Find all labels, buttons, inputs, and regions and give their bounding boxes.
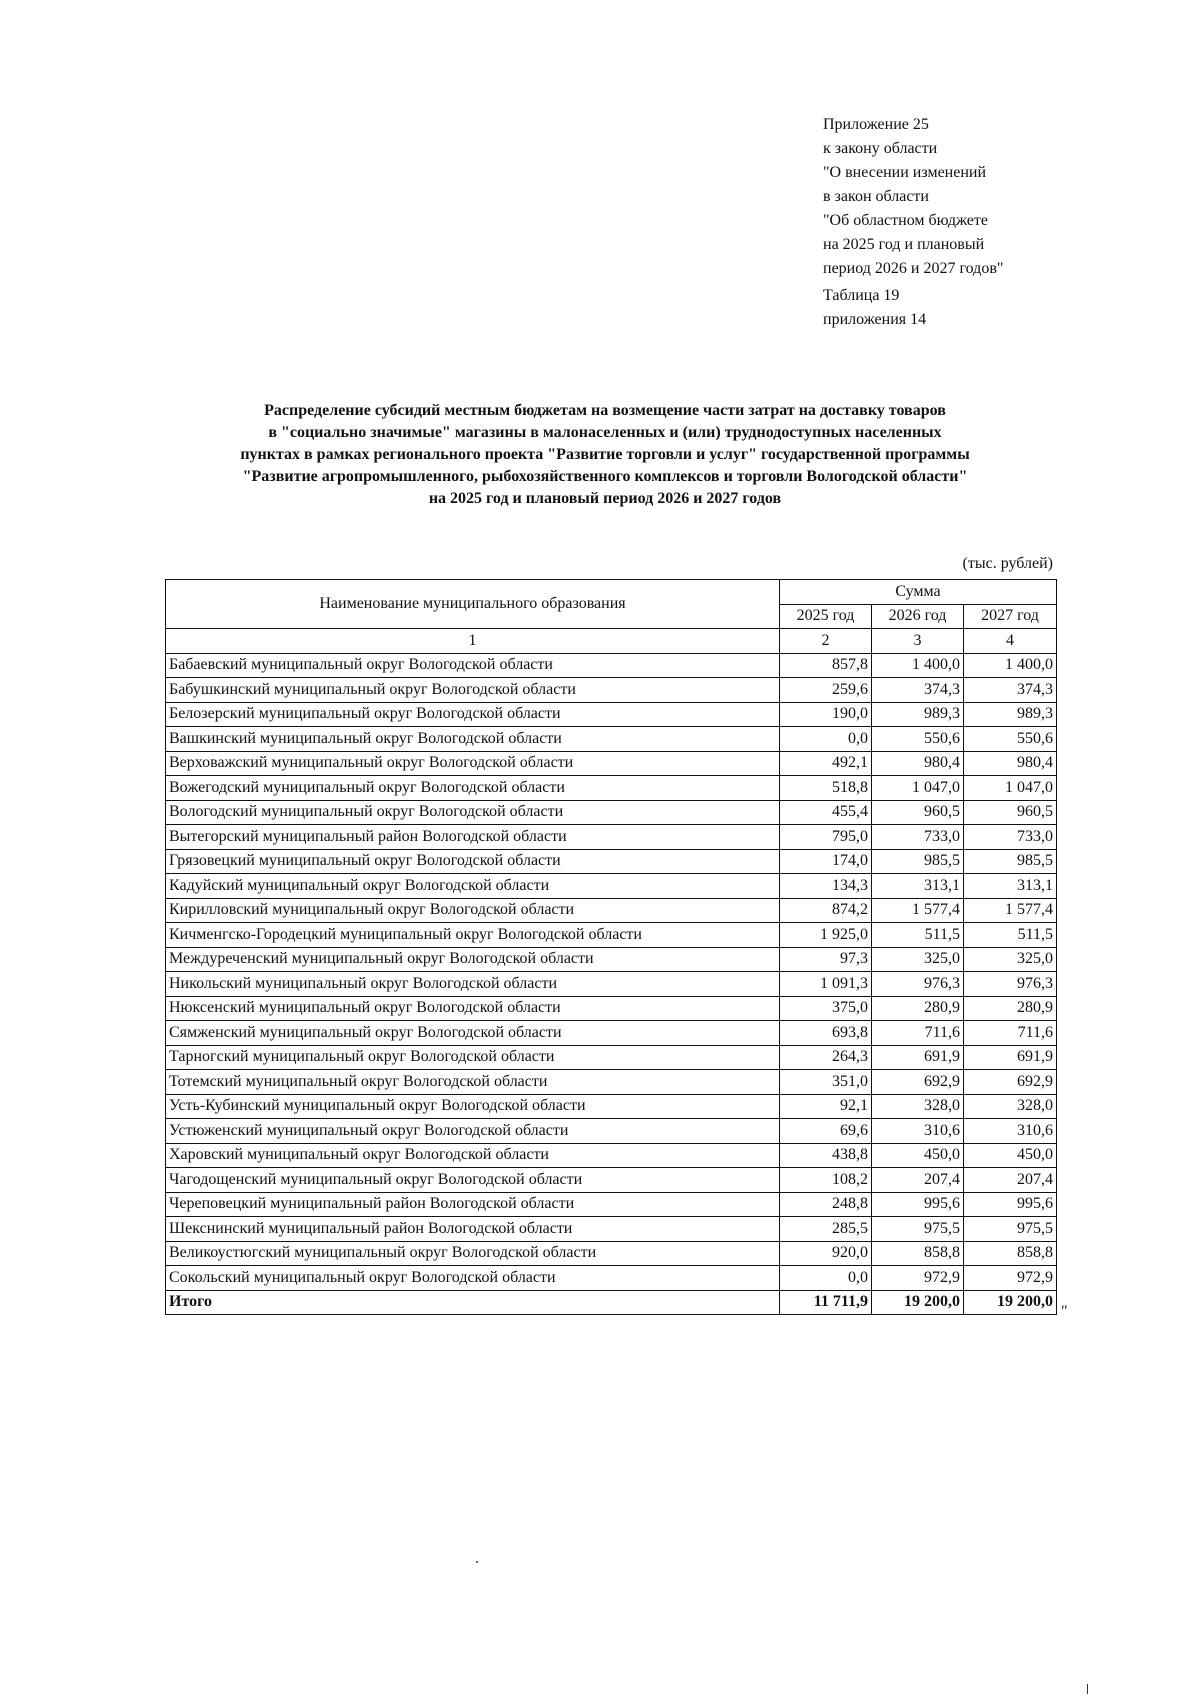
amount-2027-cell: 374,3 (964, 678, 1057, 703)
municipality-name-cell: Устюженский муниципальный округ Вологодской области (166, 1119, 780, 1144)
municipality-name-cell: Вожегодский муниципальный округ Вологодской области (166, 776, 780, 801)
amount-2025-cell: 351,0 (780, 1070, 872, 1095)
municipality-name-cell: Усть-Кубинский муниципальный округ Вологодской области (166, 1094, 780, 1119)
municipality-name-cell: Вашкинский муниципальный округ Вологодской области (166, 727, 780, 752)
amount-2026-cell: 511,5 (872, 923, 964, 948)
column-number: 2 (780, 629, 872, 654)
amount-2025-cell: 0,0 (780, 727, 872, 752)
table-row (166, 751, 1057, 776)
amount-2025-cell: 874,2 (780, 898, 872, 923)
table-row (166, 849, 1057, 874)
amount-2025-cell: 69,6 (780, 1119, 872, 1144)
amount-2026-cell: 1 047,0 (872, 776, 964, 801)
table-row (166, 825, 1057, 850)
municipality-name-cell: Шекснинский муниципальный район Вологодской области (166, 1217, 780, 1242)
municipality-name-cell: Тарногский муниципальный округ Вологодской области (166, 1045, 780, 1070)
appendix-header-line: Приложение 25 (823, 116, 929, 133)
amount-2027-cell: 1 577,4 (964, 898, 1057, 923)
appendix-header-line: "О внесении изменений (823, 164, 987, 181)
table-reference-line: приложения 14 (823, 311, 927, 328)
title-line: "Развитие агропромышленного, рыбохозяйственного комплексов и торговли Вологодской области" (242, 468, 968, 485)
municipality-name-cell: Кичменгско-Городецкий муниципальный округ Вологодской области (166, 923, 780, 948)
amount-2025-cell: 455,4 (780, 800, 872, 825)
appendix-header-line: на 2025 год и плановый (823, 236, 985, 253)
column-header-name: Наименование муниципального образования (166, 580, 780, 629)
amount-2025-cell: 190,0 (780, 702, 872, 727)
appendix-header-line: к закону области (823, 140, 938, 157)
table-row (166, 702, 1057, 727)
table-row (166, 1119, 1057, 1144)
amount-2027-cell: 960,5 (964, 800, 1057, 825)
amount-2026-cell: 985,5 (872, 849, 964, 874)
table-row (166, 996, 1057, 1021)
table-row (166, 947, 1057, 972)
table-row (166, 1266, 1057, 1291)
amount-2027-cell: 550,6 (964, 727, 1057, 752)
scan-speck (476, 1561, 478, 1563)
appendix-header-line: в закон области (823, 188, 929, 205)
amount-2027-cell: 711,6 (964, 1021, 1057, 1046)
table-row (166, 874, 1057, 899)
amount-2027-cell: 692,9 (964, 1070, 1057, 1095)
amount-2027-cell: 975,5 (964, 1217, 1057, 1242)
appendix-header (823, 113, 1083, 332)
municipality-name-cell: Чагодощенский муниципальный округ Вологодской области (166, 1168, 780, 1193)
table-row (166, 898, 1057, 923)
column-header-year: 2025 год (780, 604, 872, 629)
column-header-year: 2026 год (872, 604, 964, 629)
document-title (140, 400, 1070, 510)
amount-2025-cell: 285,5 (780, 1217, 872, 1242)
title-line: в "социально значимые" магазины в малонаселенных и (или) труднодоступных населенных (268, 424, 942, 441)
amount-2026-cell: 19 200,0 (872, 1290, 964, 1315)
title-line: Распределение субсидий местным бюджетам на возмещение части затрат на доставку товаров (264, 402, 946, 419)
municipality-name-cell: Сокольский муниципальный округ Вологодской области (166, 1266, 780, 1291)
table-row (166, 776, 1057, 801)
table-row (166, 1094, 1057, 1119)
amount-2027-cell: 325,0 (964, 947, 1057, 972)
amount-2026-cell: 1 400,0 (872, 653, 964, 678)
table-row (166, 923, 1057, 948)
amount-2025-cell: 92,1 (780, 1094, 872, 1119)
appendix-header-line: период 2026 и 2027 годов" (823, 260, 1004, 277)
total-row (166, 1290, 1057, 1315)
amount-2027-cell: 313,1 (964, 874, 1057, 899)
subsidy-table (165, 579, 1057, 1315)
table-row (166, 1045, 1057, 1070)
header-row (166, 580, 1057, 605)
title-line: на 2025 год и плановый период 2026 и 2027 годов (428, 490, 782, 507)
amount-2027-cell: 19 200,0 (964, 1290, 1057, 1315)
column-number: 4 (964, 629, 1057, 654)
column-number: 1 (166, 629, 780, 654)
table-row (166, 1192, 1057, 1217)
amount-2027-cell: 511,5 (964, 923, 1057, 948)
amount-2026-cell: 310,6 (872, 1119, 964, 1144)
amount-2027-cell: 1 047,0 (964, 776, 1057, 801)
table-row (166, 800, 1057, 825)
municipality-name-cell: Харовский муниципальный округ Вологодской области (166, 1143, 780, 1168)
amount-2025-cell: 492,1 (780, 751, 872, 776)
amount-2025-cell: 11 711,9 (780, 1290, 872, 1315)
municipality-name-cell: Череповецкий муниципальный район Вологодской области (166, 1192, 780, 1217)
amount-2026-cell: 328,0 (872, 1094, 964, 1119)
amount-2026-cell: 960,5 (872, 800, 964, 825)
amount-2025-cell: 375,0 (780, 996, 872, 1021)
municipality-name-cell: Вологодский муниципальный округ Вологодской области (166, 800, 780, 825)
amount-2025-cell: 174,0 (780, 849, 872, 874)
amount-2026-cell: 995,6 (872, 1192, 964, 1217)
municipality-name-cell: Верховажский муниципальный округ Вологодской области (166, 751, 780, 776)
municipality-name-cell: Нюксенский муниципальный округ Вологодской области (166, 996, 780, 1021)
municipality-name-cell: Никольский муниципальный округ Вологодской области (166, 972, 780, 997)
table-row (166, 1143, 1057, 1168)
amount-2026-cell: 976,3 (872, 972, 964, 997)
table-row (166, 678, 1057, 703)
municipality-name-cell: Бабаевский муниципальный округ Вологодской области (166, 653, 780, 678)
amount-2025-cell: 920,0 (780, 1241, 872, 1266)
amount-2027-cell: 207,4 (964, 1168, 1057, 1193)
amount-2025-cell: 518,8 (780, 776, 872, 801)
amount-2027-cell: 980,4 (964, 751, 1057, 776)
amount-2025-cell: 1 091,3 (780, 972, 872, 997)
amount-2026-cell: 972,9 (872, 1266, 964, 1291)
table-row (166, 1217, 1057, 1242)
amount-2025-cell: 259,6 (780, 678, 872, 703)
municipality-name-cell: Кадуйский муниципальный округ Вологодской области (166, 874, 780, 899)
amount-2025-cell: 97,3 (780, 947, 872, 972)
amount-2027-cell: 972,9 (964, 1266, 1057, 1291)
amount-2026-cell: 733,0 (872, 825, 964, 850)
amount-2026-cell: 280,9 (872, 996, 964, 1021)
amount-2025-cell: 248,8 (780, 1192, 872, 1217)
municipality-name-cell: Итого (166, 1290, 780, 1315)
table-row (166, 1168, 1057, 1193)
amount-2026-cell: 550,6 (872, 727, 964, 752)
units-label: (тыс. рублей) (962, 555, 1053, 572)
municipality-name-cell: Сямженский муниципальный округ Вологодской области (166, 1021, 780, 1046)
table-row (166, 1241, 1057, 1266)
column-header-sum: Сумма (780, 580, 1057, 605)
municipality-name-cell: Грязовецкий муниципальный округ Вологодской области (166, 849, 780, 874)
column-numbers-row (166, 629, 1057, 654)
amount-2026-cell: 711,6 (872, 1021, 964, 1046)
amount-2026-cell: 691,9 (872, 1045, 964, 1070)
amount-2026-cell: 980,4 (872, 751, 964, 776)
amount-2026-cell: 989,3 (872, 702, 964, 727)
municipality-name-cell: Бабушкинский муниципальный округ Вологодской области (166, 678, 780, 703)
amount-2027-cell: 691,9 (964, 1045, 1057, 1070)
title-line: пунктах в рамках регионального проекта "Развитие торговли и услуг" государственной программы (240, 446, 970, 463)
amount-2025-cell: 134,3 (780, 874, 872, 899)
municipality-name-cell: Тотемский муниципальный округ Вологодской области (166, 1070, 780, 1095)
municipality-name-cell: Вытегорский муниципальный район Вологодской области (166, 825, 780, 850)
amount-2025-cell: 1 925,0 (780, 923, 872, 948)
scan-mark (1087, 1684, 1088, 1694)
amount-2025-cell: 264,3 (780, 1045, 872, 1070)
amount-2026-cell: 313,1 (872, 874, 964, 899)
amount-2025-cell: 108,2 (780, 1168, 872, 1193)
amount-2025-cell: 693,8 (780, 1021, 872, 1046)
municipality-name-cell: Междуреченский муниципальный округ Вологодской области (166, 947, 780, 972)
table-body (166, 653, 1057, 1315)
column-number: 3 (872, 629, 964, 654)
table-row (166, 653, 1057, 678)
municipality-name-cell: Кирилловский муниципальный округ Вологодской области (166, 898, 780, 923)
amount-2026-cell: 1 577,4 (872, 898, 964, 923)
amount-2027-cell: 328,0 (964, 1094, 1057, 1119)
amount-2027-cell: 989,3 (964, 702, 1057, 727)
amount-2026-cell: 207,4 (872, 1168, 964, 1193)
table-row (166, 1070, 1057, 1095)
appendix-header-line: "Об областном бюджете (823, 212, 988, 229)
amount-2026-cell: 858,8 (872, 1241, 964, 1266)
column-header-year: 2027 год (964, 604, 1057, 629)
amount-2027-cell: 310,6 (964, 1119, 1057, 1144)
municipality-name-cell: Великоустюгский муниципальный округ Вологодской области (166, 1241, 780, 1266)
amount-2026-cell: 450,0 (872, 1143, 964, 1168)
amount-2027-cell: 1 400,0 (964, 653, 1057, 678)
amount-2025-cell: 857,8 (780, 653, 872, 678)
table-row (166, 727, 1057, 752)
amount-2025-cell: 438,8 (780, 1143, 872, 1168)
amount-2026-cell: 975,5 (872, 1217, 964, 1242)
amount-2025-cell: 795,0 (780, 825, 872, 850)
amount-2027-cell: 280,9 (964, 996, 1057, 1021)
amount-2027-cell: 858,8 (964, 1241, 1057, 1266)
table-row (166, 1021, 1057, 1046)
table-row (166, 972, 1057, 997)
amount-2027-cell: 976,3 (964, 972, 1057, 997)
amount-2026-cell: 692,9 (872, 1070, 964, 1095)
amount-2027-cell: 733,0 (964, 825, 1057, 850)
amount-2027-cell: 450,0 (964, 1143, 1057, 1168)
amount-2027-cell: 995,6 (964, 1192, 1057, 1217)
amount-2026-cell: 374,3 (872, 678, 964, 703)
table-reference-line: Таблица 19 (823, 287, 900, 304)
amount-2026-cell: 325,0 (872, 947, 964, 972)
amount-2025-cell: 0,0 (780, 1266, 872, 1291)
amount-2027-cell: 985,5 (964, 849, 1057, 874)
table-head (166, 580, 1057, 654)
closing-quote: " (1061, 1303, 1068, 1320)
municipality-name-cell: Белозерский муниципальный округ Вологодской области (166, 702, 780, 727)
